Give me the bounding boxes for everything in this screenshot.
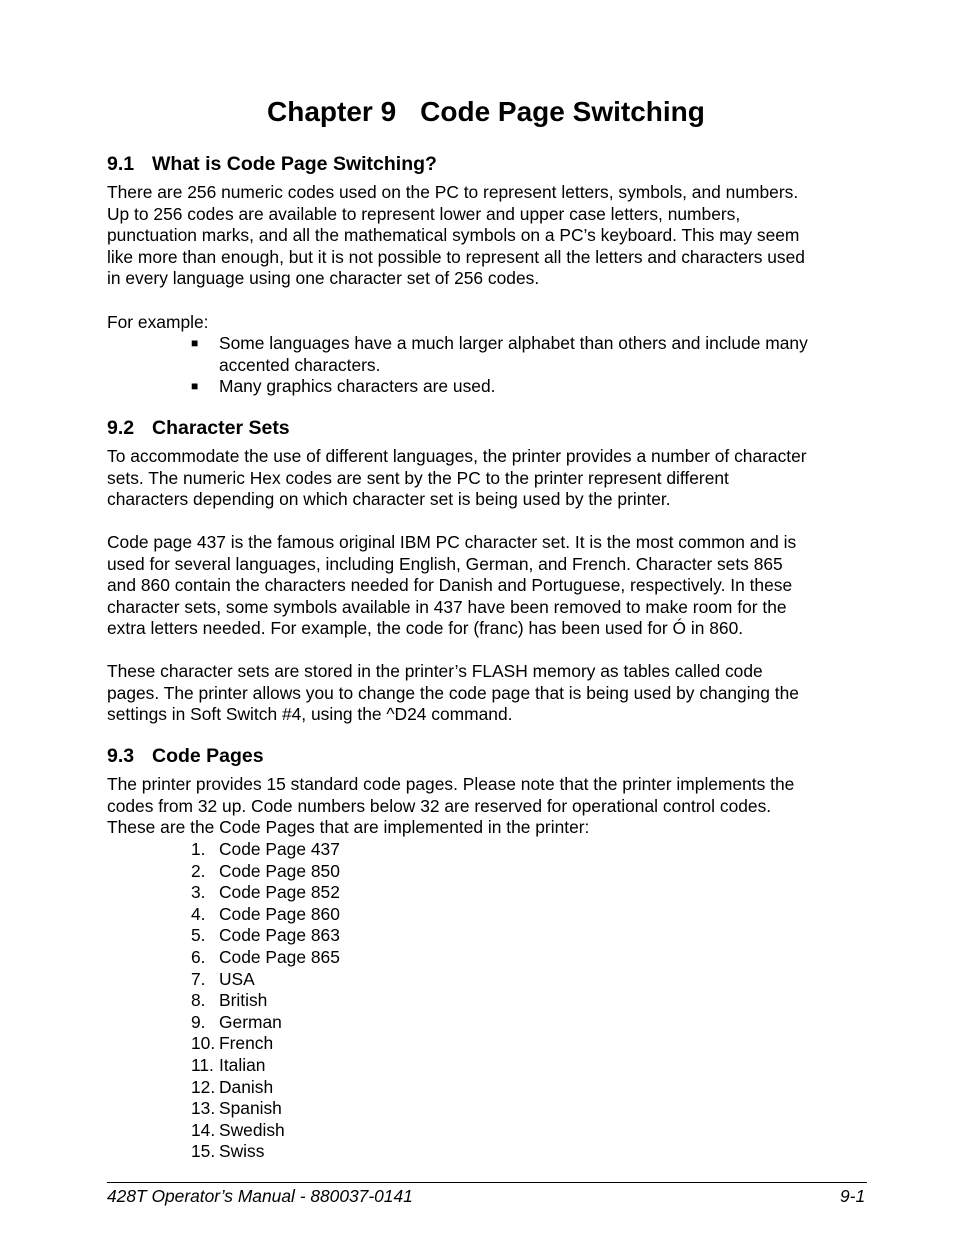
section-9-2-paragraph-2: Code page 437 is the famous original IBM PC character set. It is the most common and is used for several languages, including English, German, and French. Character sets 865 and 860 contain the characters needed for Danish and Portuguese, respectively. In these character sets, some symbols available in 437 have been removed to make room for the extra letters needed. For example, the code for (franc) has been used for Ó in 860.	[107, 532, 797, 639]
list-item: 1. Code Page 437	[191, 839, 340, 859]
example-label: For example:	[107, 312, 209, 332]
footer-divider	[107, 1182, 867, 1183]
example-bullet-list	[191, 333, 808, 398]
section-9-2-paragraph-1: To accommodate the use of different languages, the printer provides a number of character sets. The numeric Hex codes are sent by the PC to the printer represent different characters depending on which character set is being used by the printer.	[107, 446, 807, 510]
list-item: 15. Swiss	[191, 1141, 265, 1162]
bullet-icon: ■	[191, 336, 199, 350]
list-item: 5. Code Page 863	[191, 925, 340, 946]
section-heading-9-3: 9.3 Code Pages	[107, 745, 264, 767]
section-9-1-paragraph: There are 256 numeric codes used on the PC to represent letters, symbols, and numbers. Up to 256 codes are available to represent lower and upper case letters, numbers, punctuation marks, and all the mathematical symbols on a PC’s keyboard. This may seem like more than enough, but it is not possible to represent all the letters and characters used in every language using one character set of 256 codes.	[107, 182, 805, 289]
bullet-icon: ■	[191, 379, 199, 394]
chapter-title	[267, 96, 705, 128]
list-item: 14. Swedish	[191, 1119, 285, 1140]
section-heading-9-2: 9.2 Character Sets	[107, 417, 290, 439]
list-item: 8. British	[191, 990, 268, 1011]
section-9-2-paragraph-3: These character sets are stored in the printer’s FLASH memory as tables called code pages. The printer allows you to change the code page that is being used by changing the settings in Soft Switch #4, using the ^D24 command.	[107, 661, 799, 725]
list-item: 2. Code Page 850	[191, 860, 340, 881]
footer-manual-title: 428T Operator’s Manual - 880037-0141	[107, 1186, 413, 1206]
footer-page-number: 9-1	[840, 1186, 866, 1206]
section-9-3-paragraph: The printer provides 15 standard code pages. Please note that the printer implements the codes from 32 up. Code numbers below 32 are reserved for operational control codes. These are the Code Pages that are implemented in the printer:	[107, 774, 795, 838]
list-item: 11. Italian	[191, 1054, 266, 1075]
list-item: 6. Code Page 865	[191, 946, 340, 967]
chapter-name: Code Page Switching	[420, 96, 705, 127]
list-item: ■ Some languages have a much larger alphabet than others and include many accented characters.	[191, 333, 808, 375]
section-heading-9-1: 9.1 What is Code Page Switching?	[107, 153, 437, 175]
list-item: 3. Code Page 852	[191, 882, 340, 903]
chapter-number: Chapter 9	[267, 96, 397, 127]
list-item: 13. Spanish	[191, 1098, 282, 1119]
list-item: ■ Many graphics characters are used.	[191, 376, 496, 397]
list-item: 9. German	[191, 1011, 282, 1032]
list-item: 10. French	[191, 1033, 274, 1054]
list-item: 12. Danish	[191, 1076, 274, 1097]
code-page-list	[191, 839, 340, 1163]
list-item: 4. Code Page 860	[191, 903, 340, 924]
list-item: 7. USA	[191, 968, 255, 989]
